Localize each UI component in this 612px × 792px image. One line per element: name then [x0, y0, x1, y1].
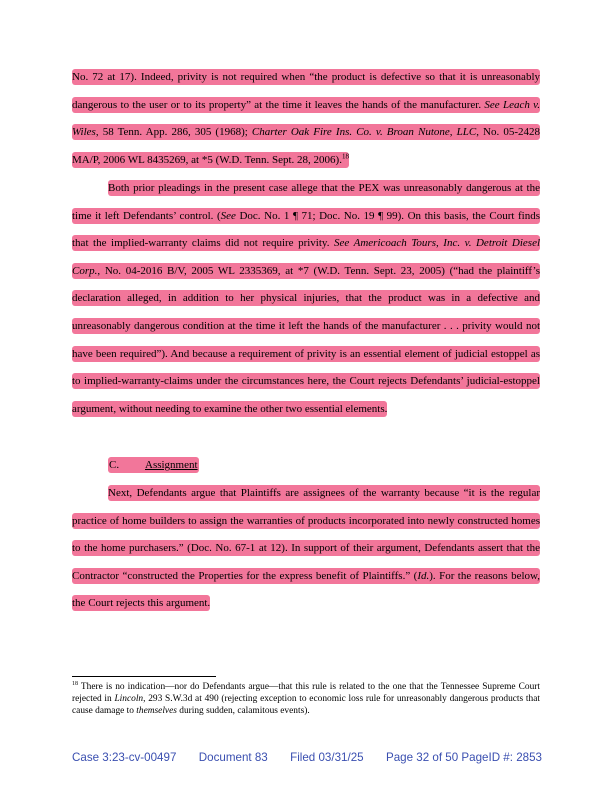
- footnote-divider: [72, 676, 216, 677]
- text-run: , 58 Tenn. App. 286, 305 (1968);: [95, 126, 252, 139]
- paragraph-pleadings: [72, 175, 540, 423]
- text-run: , 293 S.W.3d at 490 (rejecting exception to economic loss rule for unreasonably dangerous products that cause damage to: [72, 694, 540, 716]
- text-run: Next, Defendants argue that Plaintiffs are assignees of the warranty because “it is the regular practice of home builders to assign the warranties of products incorporated into newly constructed homes to the home purchasers.” (Doc. No. 67-1 at 12). In support of their argument, Defendants assert that the Contractor “constructed the Properties for the express benefit of Plaintiffs.” (: [72, 487, 540, 582]
- highlighted-text: [108, 457, 199, 473]
- document-number: Document 83: [198, 751, 268, 764]
- case-number: Case 3:23-cv-00497: [72, 751, 177, 764]
- filed-date: Filed 03/31/25: [290, 751, 364, 764]
- section-heading: [108, 455, 199, 475]
- highlighted-text: [72, 485, 540, 611]
- footnote-number: 18: [72, 680, 78, 687]
- case-citation: Lincoln: [114, 694, 144, 704]
- text-run: during sudden, calamitous events).: [176, 706, 310, 716]
- highlighted-text: [72, 180, 540, 417]
- citation-id: Id.: [417, 569, 430, 582]
- footnote-18: [72, 681, 540, 717]
- paragraph-privity: [72, 64, 540, 174]
- case-citation: See Leach v. Wiles: [72, 98, 540, 139]
- text-run: Both prior pleadings in the present case allege that the PEX was unreasonably dangerous at the time it left Defendants’ control. (: [72, 182, 540, 222]
- footnote-reference[interactable]: 18: [341, 152, 349, 161]
- text-run: There is no indication—nor do Defendants argue—that this rule is related to the one that the Tennessee Supreme Court rejected in: [72, 682, 540, 704]
- page-id: Page 32 of 50 PageID #: 2853: [385, 751, 542, 764]
- filing-footer: [72, 751, 542, 764]
- text-run: ). For the reasons below, the Court rejects this argument.: [72, 569, 540, 610]
- section-letter: C.: [109, 459, 120, 471]
- section-title: Assignment: [145, 459, 198, 471]
- text-run: No. 72 at 17). Indeed, privity is not required when “the product is defective so that it is unreasonably dangerous to the user or to its property” at the time it leaves the hands of the manufacturer.: [72, 71, 540, 111]
- highlighted-text: [72, 69, 540, 168]
- emphasis: themselves: [136, 706, 177, 716]
- signal-word: See: [220, 209, 236, 222]
- text-run: Doc. No. 1 ¶ 71; Doc. No. 19 ¶ 99). On this basis, the Court finds that the implied-warranty claims did not require privity.: [72, 209, 540, 250]
- text-run: , No. 04-2016 B/V, 2005 WL 2335369, at *7 (W.D. Tenn. Sept. 23, 2005) (“had the plaintiff’s declaration alleged, in addition to her physical injuries, that the product was in a defective and unreasonably dangerous condition at the time it left the hands of the manufacturer . . . privity would not have been required”). And because a requirement of privity is an essential element of judicial estoppel as to implied-warranty-claims under the circumstances here, the Court rejects Defendants’ judicial-estoppel argument, without needing to examine the other two essential elements.: [72, 264, 540, 415]
- case-citation: Charter Oak Fire Ins. Co. v. Broan Nutone, LLC: [251, 126, 477, 139]
- text-run: , No. 05-2428 MA/P, 2006 WL 8435269, at *5 (W.D. Tenn. Sept. 28, 2006).: [72, 126, 540, 166]
- paragraph-assignment: [72, 480, 540, 618]
- case-citation: See Americoach Tours, Inc. v. Detroit Diesel Corp.: [72, 237, 541, 277]
